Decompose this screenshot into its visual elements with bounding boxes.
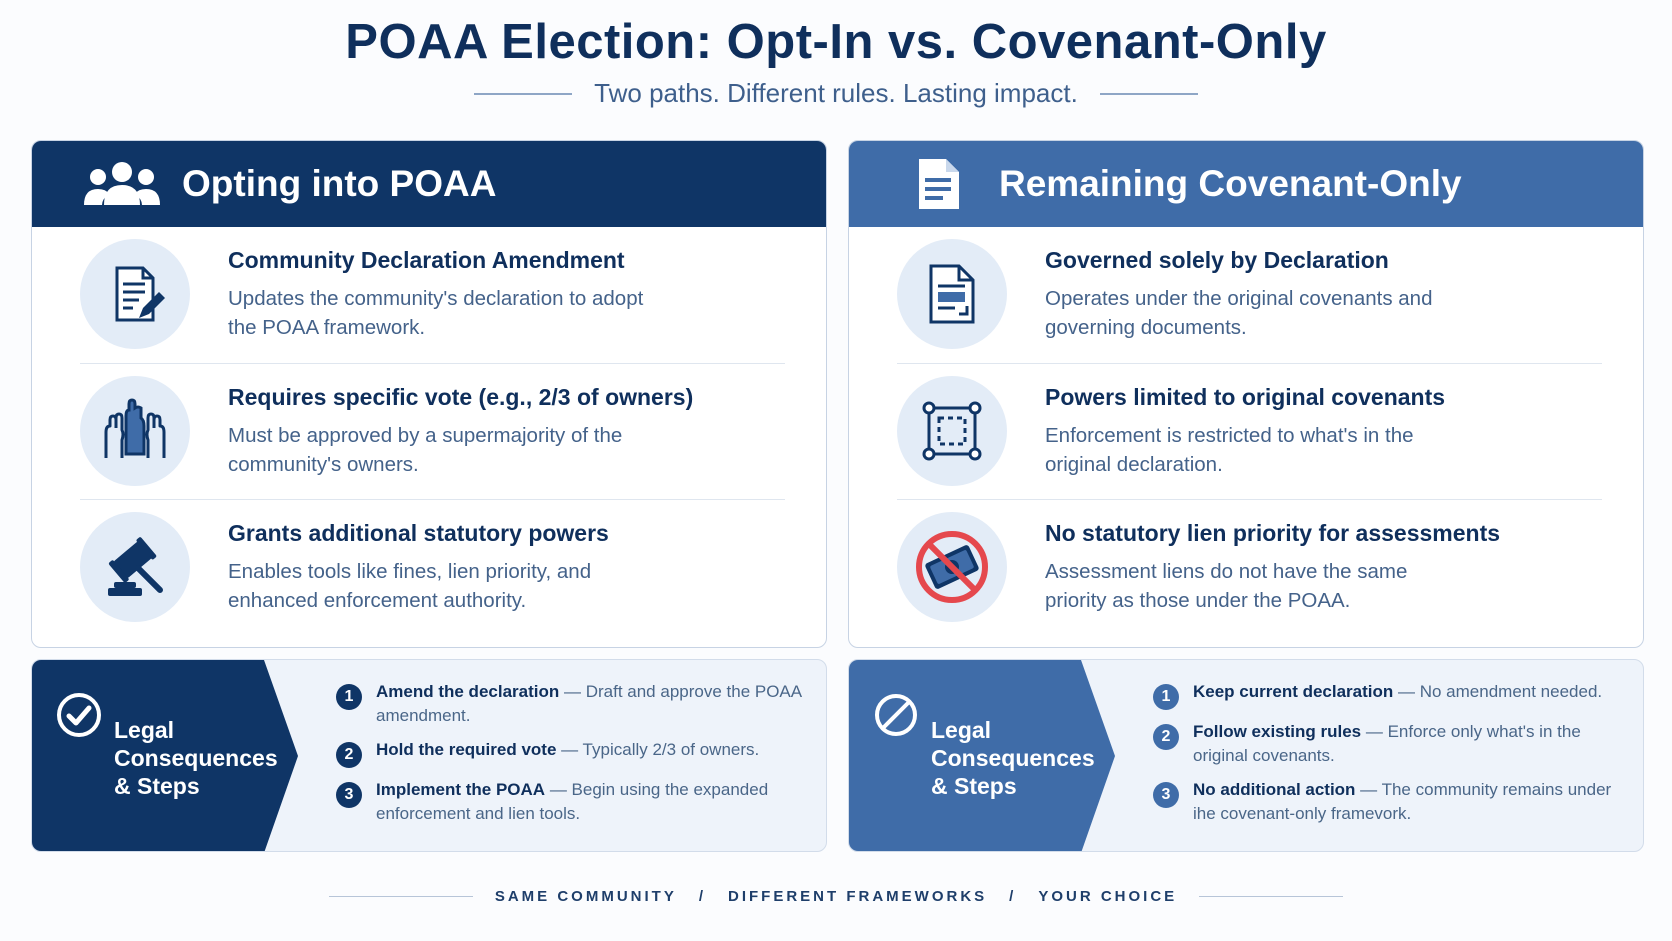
- step-title: Keep current declaration: [1193, 682, 1394, 701]
- step-title: No additional action: [1193, 780, 1356, 799]
- item-desc: Operates under the original covenants and governing documents.: [1045, 287, 1433, 339]
- step-desc: — The community remains under ihe covenant-only framevork.: [1193, 780, 1612, 823]
- step-title: Follow existing rules: [1193, 722, 1362, 741]
- step-number: 1: [1153, 684, 1179, 710]
- list-item: [80, 363, 785, 499]
- covenant-only-header: [849, 141, 1643, 227]
- item-desc: Assessment liens do not have the same priority as those under the POAA.: [1045, 560, 1408, 612]
- footer-rule-left: [329, 896, 473, 898]
- document-icon: [897, 239, 1007, 349]
- steps-label: Legal Consequences & Steps: [931, 717, 1095, 799]
- step-item: [1153, 720, 1623, 768]
- step-number: 2: [336, 742, 362, 768]
- subtitle-row: [0, 78, 1672, 109]
- step-item: [336, 680, 806, 728]
- prohibited-icon: [873, 692, 919, 738]
- page-subtitle: Two paths. Different rules. Lasting impact.: [594, 78, 1078, 108]
- step-item: [336, 738, 806, 768]
- subtitle-rule-right: [1100, 93, 1198, 95]
- step-number: 3: [1153, 782, 1179, 808]
- list-item: [80, 499, 785, 635]
- opt-in-header: [32, 141, 826, 227]
- document-icon: [897, 156, 981, 212]
- step-item: [1153, 680, 1623, 710]
- raised-hands-icon: [80, 376, 190, 486]
- step-item: [1153, 778, 1623, 826]
- item-title: Powers limited to original covenants: [1045, 384, 1446, 410]
- footer-separator: /: [1009, 888, 1017, 905]
- item-desc: Updates the community's declaration to adopt the POAA framework.: [228, 287, 644, 339]
- step-desc: — No amendment needed.: [1393, 682, 1603, 701]
- covenant-only-title: Remaining Covenant-Only: [999, 163, 1462, 204]
- covenant-only-steps-panel: [848, 659, 1644, 852]
- steps-list: [1153, 680, 1623, 836]
- step-title: Hold the required vote: [376, 740, 557, 759]
- opt-in-steps-panel: [31, 659, 827, 852]
- page-title: POAA Election: Opt-In vs. Covenant-Only: [345, 15, 1327, 69]
- footer-tagline: [0, 888, 1672, 905]
- step-title: Implement the POAA: [376, 780, 546, 799]
- steps-label: Legal Consequences & Steps: [114, 717, 278, 799]
- people-group-icon: [80, 156, 164, 212]
- item-desc: Enforcement is restricted to what's in the original declaration.: [1045, 424, 1414, 476]
- item-title: Requires specific vote (e.g., 2/3 of owners): [228, 384, 694, 410]
- opt-in-panel: [31, 140, 827, 648]
- footer-part: DIFFERENT FRAMEWORKS: [728, 888, 988, 905]
- step-number: 2: [1153, 724, 1179, 750]
- step-number: 1: [336, 684, 362, 710]
- footer-rule-right: [1199, 896, 1343, 898]
- step-item: [336, 778, 806, 826]
- boundary-frame-icon: [897, 376, 1007, 486]
- opt-in-title: Opting into POAA: [182, 163, 497, 204]
- item-desc: Must be approved by a supermajority of the community's owners.: [228, 424, 623, 476]
- step-desc: — Enforce only what's in the original covenants.: [1193, 722, 1581, 765]
- step-desc: — Begin using the expanded enforcement and lien tools.: [376, 780, 769, 823]
- subtitle-rule-left: [474, 93, 572, 95]
- document-edit-icon: [80, 239, 190, 349]
- no-money-icon: [897, 512, 1007, 622]
- item-title: Governed solely by Declaration: [1045, 247, 1389, 273]
- steps-list: [336, 680, 806, 836]
- item-title: Grants additional statutory powers: [228, 520, 609, 546]
- list-item: [80, 227, 785, 363]
- check-circle-icon: [56, 692, 102, 738]
- step-desc: — Typically 2/3 of owners.: [556, 740, 760, 759]
- footer-part: YOUR CHOICE: [1038, 888, 1178, 905]
- item-desc: Enables tools like fines, lien priority, and enhanced enforcement authority.: [228, 560, 592, 612]
- step-title: Amend the declaration: [376, 682, 560, 701]
- item-title: Community Declaration Amendment: [228, 247, 625, 273]
- step-desc: — Draft and approve the POAA amendment.: [376, 682, 802, 725]
- list-item: [897, 499, 1602, 635]
- list-item: [897, 227, 1602, 363]
- footer-part: SAME COMMUNITY: [494, 888, 677, 905]
- gavel-icon: [80, 512, 190, 622]
- item-title: No statutory lien priority for assessments: [1045, 520, 1501, 546]
- covenant-only-panel: [848, 140, 1644, 648]
- footer-separator: /: [698, 888, 706, 905]
- list-item: [897, 363, 1602, 499]
- step-number: 3: [336, 782, 362, 808]
